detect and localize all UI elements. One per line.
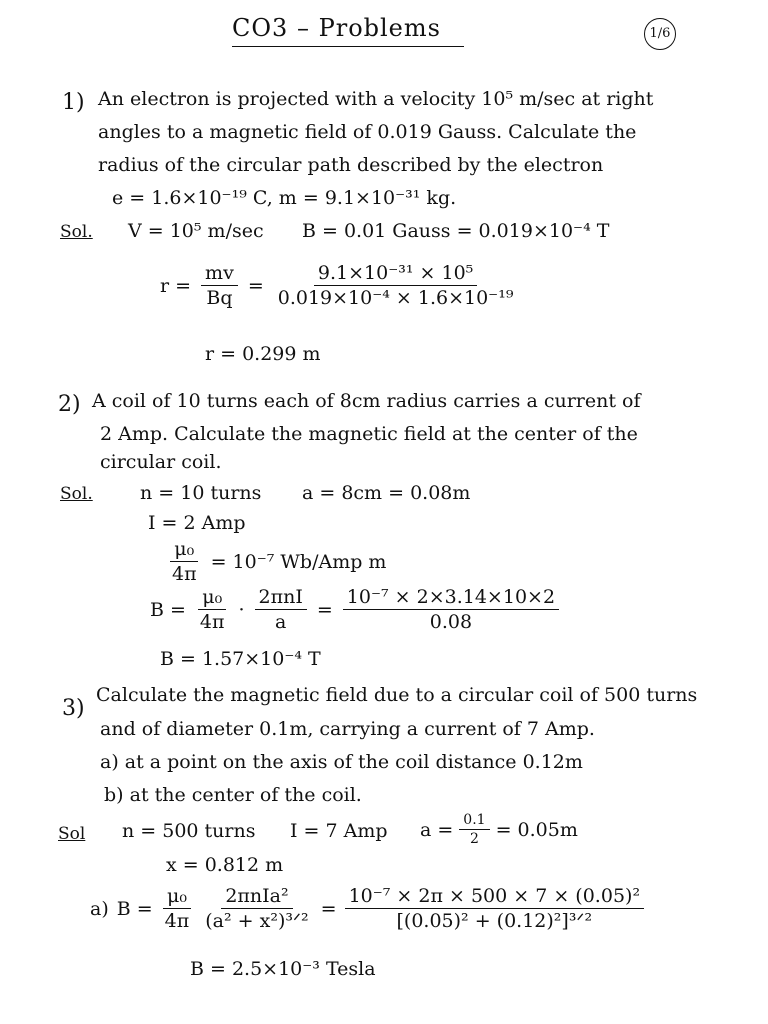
problem-3-b-substitution	[345, 885, 645, 932]
problem-3-mu-fraction	[161, 885, 194, 932]
problem-3-b-numerator-2: 10⁻⁷ × 2π × 500 × 7 × (0.05)²	[345, 885, 645, 909]
problem-3-field-equation	[90, 885, 644, 932]
problem-3-equals: =	[320, 897, 337, 920]
problem-3-b-numerator: 2πnIa²	[221, 885, 292, 909]
problem-3-given-current: I = 7 Amp	[290, 820, 388, 842]
problem-3-mu-denominator: 4π	[164, 910, 190, 932]
problem-1-r-denominator-2: 0.019×10⁻⁴ × 1.6×10⁻¹⁹	[277, 287, 514, 309]
problem-3-result: B = 2.5×10⁻³ Tesla	[190, 958, 376, 980]
problem-1-radius-equation	[160, 262, 517, 309]
problem-2-line-2: 2 Amp. Calculate the magnetic field at the center of the	[100, 423, 638, 445]
problem-1-line-3: radius of the circular path described by the electron	[98, 154, 604, 176]
problem-3-b-lhs: B =	[116, 897, 153, 920]
page-title: CO3 – Problems	[232, 14, 441, 42]
title-underline	[232, 46, 464, 47]
problem-2-b-numerator-2: 10⁻⁷ × 2×3.14×10×2	[343, 586, 559, 610]
problem-3-b-denominator: (a² + x²)³ᐟ²	[205, 910, 309, 932]
problem-2-mu-denominator: 4π	[172, 563, 197, 585]
problem-3-part-a-label: a)	[90, 897, 109, 920]
problem-3-a-numerator: 0.1	[459, 812, 489, 830]
problem-3-sol-label: Sol	[58, 824, 86, 844]
problem-1-equals: =	[247, 274, 264, 297]
problem-2-b-lhs: B =	[150, 598, 186, 621]
problem-3-given-radius	[420, 812, 578, 847]
problem-1-line-4: e = 1.6×10⁻¹⁹ C, m = 9.1×10⁻³¹ kg.	[112, 187, 457, 209]
page-number-badge: 1/6	[644, 18, 676, 50]
problem-2-number: 2)	[58, 392, 81, 417]
problem-2-given-turns: n = 10 turns	[140, 482, 262, 504]
problem-3-line-1: Calculate the magnetic field due to a circular coil of 500 turns	[96, 684, 698, 706]
problem-2-b-numerator: 2πnI	[255, 586, 307, 610]
problem-3-mu-numerator: μ₀	[163, 885, 191, 909]
problem-2-b-fraction	[255, 586, 307, 633]
problem-1-given-velocity: V = 10⁵ m/sec	[128, 220, 264, 242]
problem-3-given-distance: x = 0.812 m	[166, 854, 284, 876]
problem-2-field-equation	[150, 586, 559, 633]
problem-2-equals: =	[316, 598, 333, 621]
problem-2-b-substitution	[343, 586, 559, 633]
problem-3-b-denominator-2: [(0.05)² + (0.12)²]³ᐟ²	[396, 910, 593, 932]
problem-3-line-4: b) at the center of the coil.	[104, 784, 362, 806]
problem-3-line-2: and of diameter 0.1m, carrying a current of 7 Amp.	[100, 718, 595, 740]
problem-3-b-fraction	[201, 885, 312, 932]
problem-2-b-mu-numerator: μ₀	[198, 586, 226, 610]
problem-1-result: r = 0.299 m	[205, 343, 321, 365]
problem-2-line-3: circular coil.	[100, 451, 222, 473]
problem-1-r-denominator: Bq	[206, 287, 233, 309]
problem-3-number: 3)	[62, 696, 85, 721]
problem-2-given-radius: a = 8cm = 0.08m	[302, 482, 471, 504]
problem-2-b-denominator-2: 0.08	[429, 611, 473, 633]
problem-3-a-lhs: a =	[420, 818, 454, 841]
problem-1-given-field: B = 0.01 Gauss = 0.019×10⁻⁴ T	[302, 220, 610, 242]
problem-3-given-turns: n = 500 turns	[122, 820, 256, 842]
problem-1-number: 1)	[62, 90, 85, 115]
problem-2-mu-numerator: μ₀	[170, 538, 198, 562]
problem-2-mu-fraction	[168, 538, 201, 585]
problem-1-r-numerator-2: 9.1×10⁻³¹ × 10⁵	[314, 262, 477, 286]
problem-3-a-rhs: = 0.05m	[495, 818, 578, 841]
problem-1-r-lhs: r =	[160, 274, 192, 297]
problem-2-line-1: A coil of 10 turns each of 8cm radius carries a current of	[92, 390, 641, 412]
problem-1-r-numerator: mv	[201, 262, 238, 286]
problem-2-b-mu-fraction	[196, 586, 229, 633]
problem-3-a-fraction	[459, 812, 489, 847]
problem-1-line-1: An electron is projected with a velocity 10⁵ m/sec at right	[98, 88, 654, 110]
problem-2-dot: ·	[238, 598, 245, 621]
problem-2-sol-label: Sol.	[60, 484, 93, 504]
problem-1-r-substitution	[274, 262, 518, 309]
problem-1-r-fraction	[201, 262, 238, 309]
problem-2-b-mu-denominator: 4π	[199, 611, 225, 633]
problem-2-result: B = 1.57×10⁻⁴ T	[160, 648, 321, 670]
problem-1-line-2: angles to a magnetic field of 0.019 Gauss. Calculate the	[98, 121, 637, 143]
problem-2-given-current: I = 2 Amp	[148, 512, 246, 534]
problem-2-mu-rhs: = 10⁻⁷ Wb/Amp m	[210, 550, 387, 573]
problem-2-b-denominator: a	[275, 611, 287, 633]
problem-2-mu-equation	[168, 538, 386, 585]
problem-3-a-denominator: 2	[469, 831, 479, 847]
problem-3-line-3: a) at a point on the axis of the coil distance 0.12m	[100, 751, 583, 773]
problem-1-sol-label: Sol.	[60, 222, 93, 242]
